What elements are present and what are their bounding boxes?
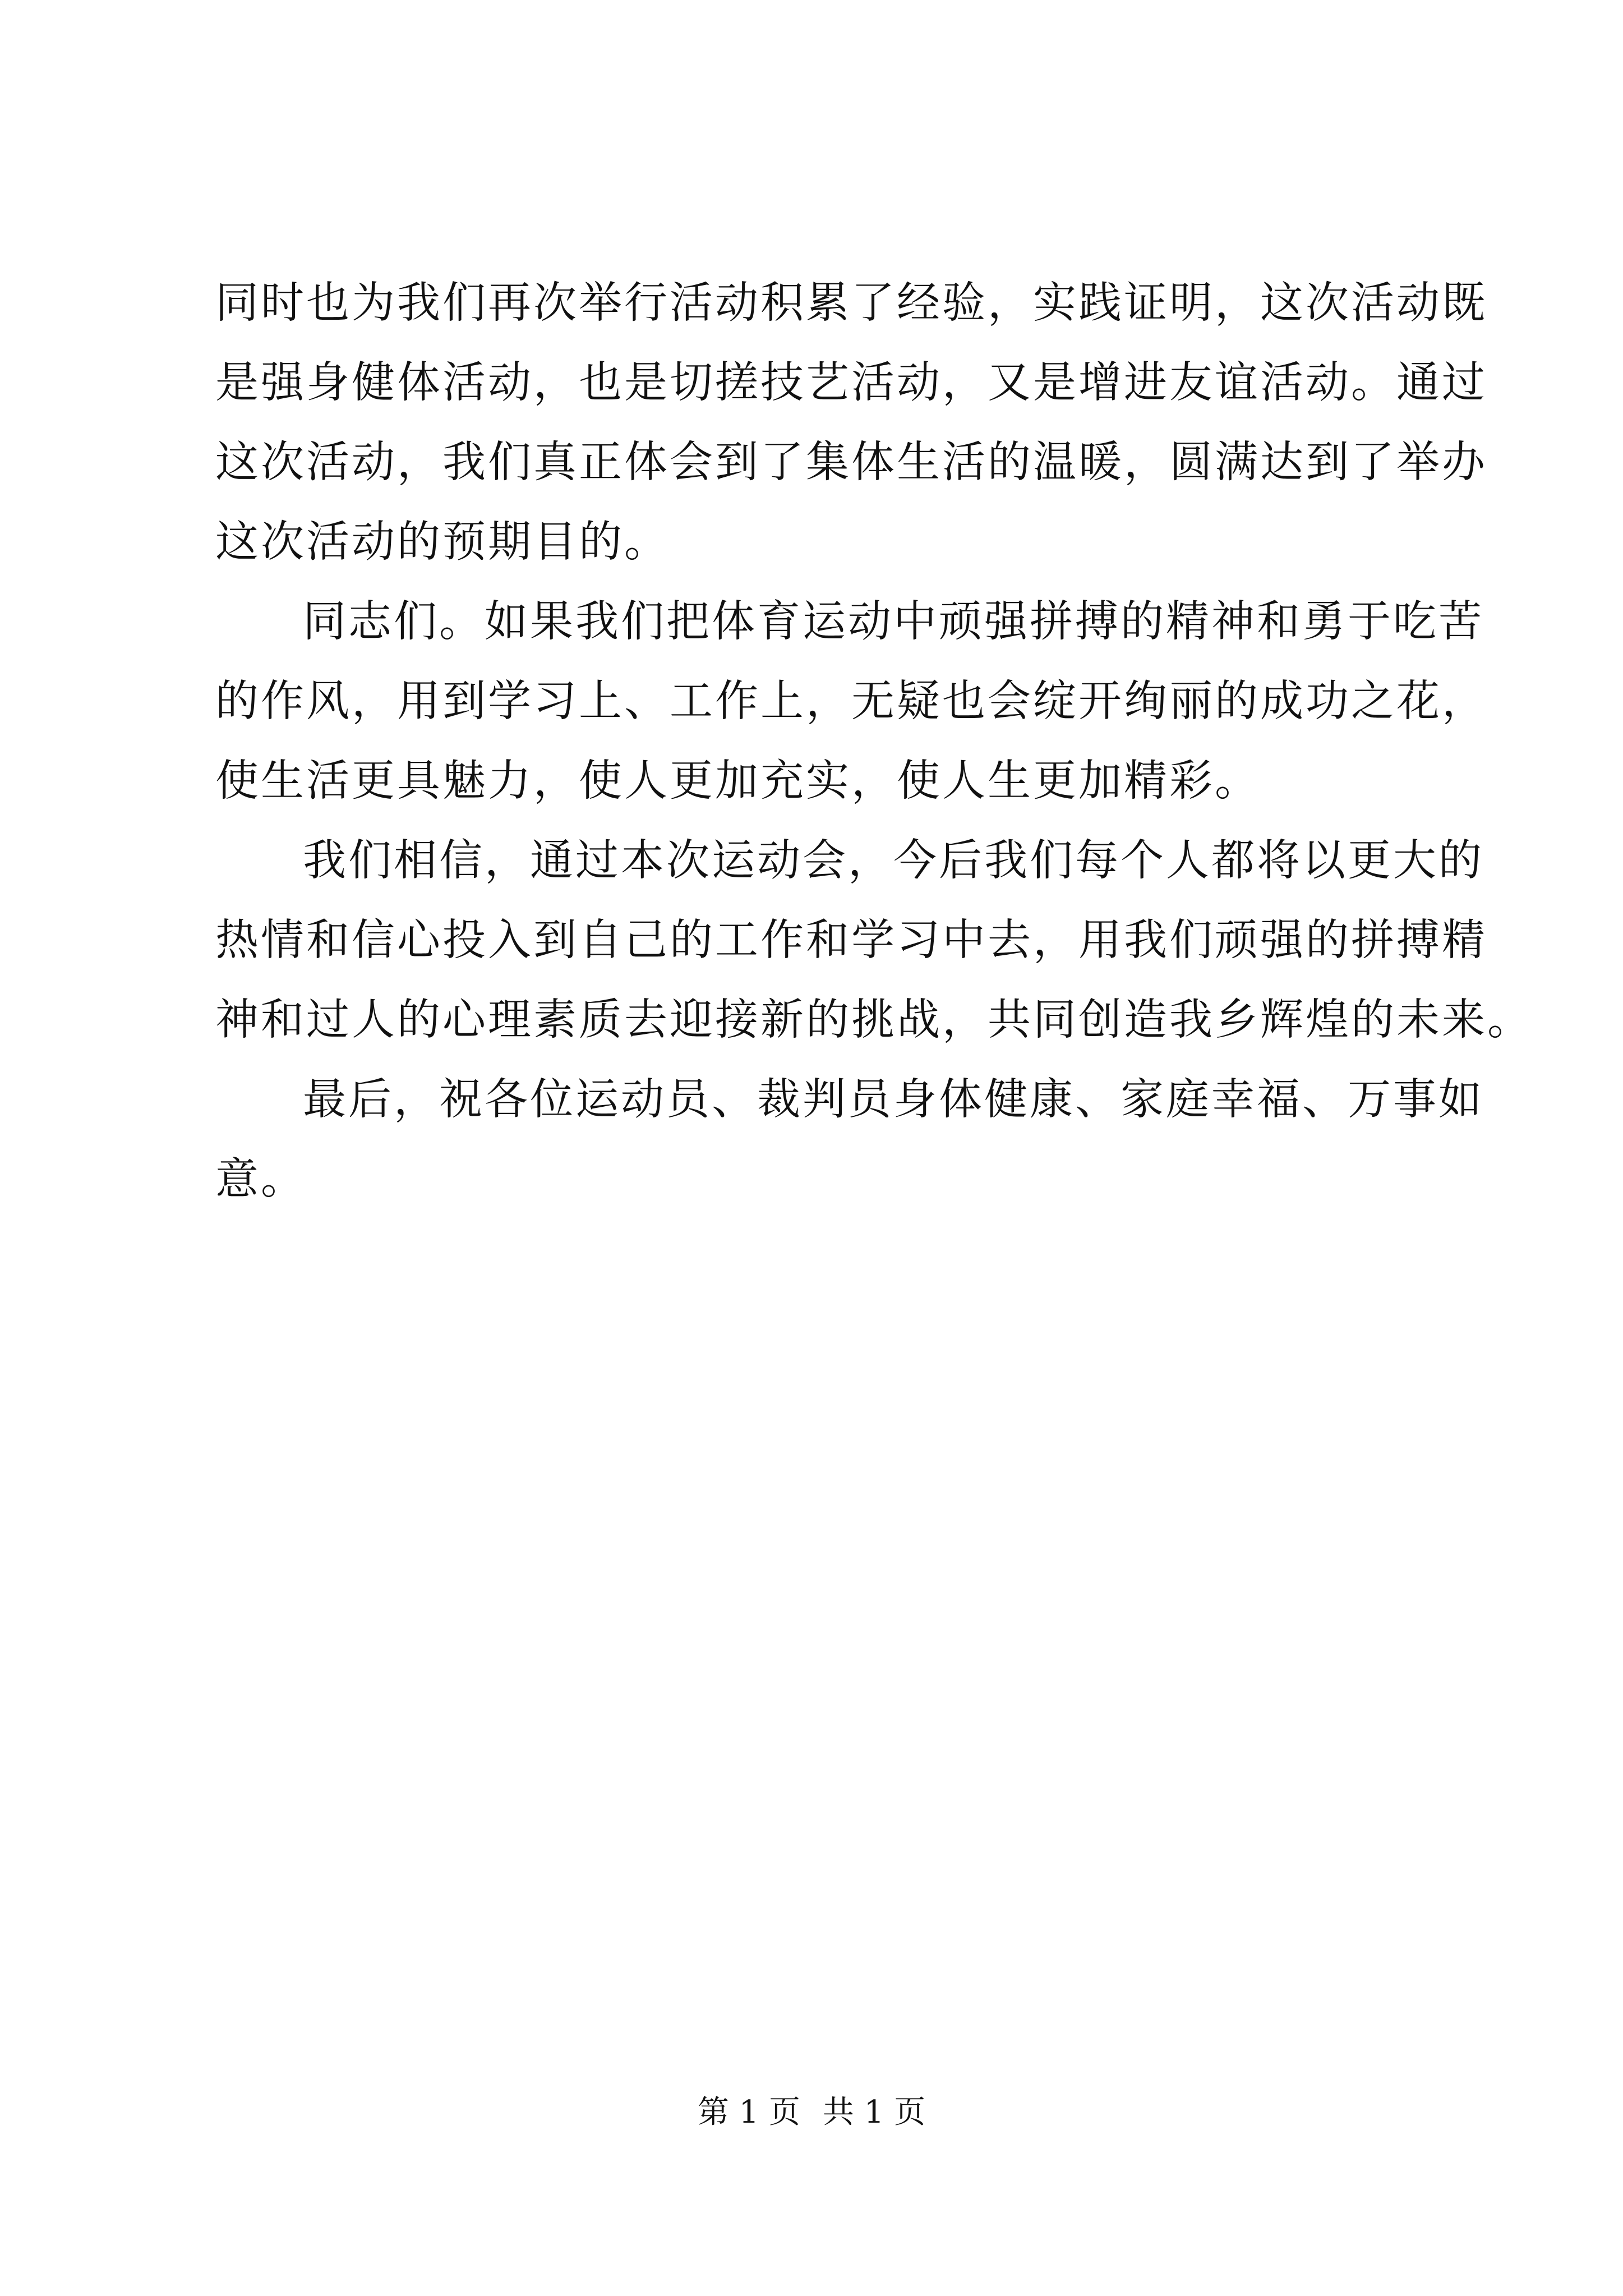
paragraph-1 bbox=[215, 264, 1487, 582]
page-count: 共 1 页 bbox=[823, 2094, 926, 2131]
page-number: 第 1 页 bbox=[697, 2094, 800, 2131]
text-line: 的作风，用到学习上、工作上，无疑也会绽开绚丽的成功之花， bbox=[215, 677, 1487, 726]
paragraph-4 bbox=[215, 1060, 1484, 1220]
text-line: 我们相信，通过本次运动会，今后我们每个人都将以更大的 bbox=[303, 836, 1484, 886]
text-line: 意。 bbox=[215, 1154, 306, 1204]
text-line: 这次活动，我们真正体会到了集体生活的温暖，圆满达到了举办 bbox=[215, 438, 1487, 487]
text-line: 使生活更具魅力，使人更加充实，使人生更加精彩。 bbox=[215, 756, 1260, 806]
paragraph-3 bbox=[215, 821, 1533, 1060]
text-line: 是强身健体活动，也是切搓技艺活动，又是增进友谊活动。通过 bbox=[215, 358, 1487, 408]
text-line: 同志们。如果我们把体育运动中顽强拼搏的精神和勇于吃苦 bbox=[303, 597, 1484, 647]
page-footer bbox=[0, 2090, 1623, 2135]
document-body bbox=[215, 264, 1533, 1220]
text-line: 热情和信心投入到自己的工作和学习中去，用我们顽强的拼搏精 bbox=[215, 915, 1487, 965]
paragraph-2 bbox=[215, 582, 1487, 821]
text-line: 这次活动的预期目的。 bbox=[215, 517, 670, 567]
text-line: 最后，祝各位运动员、裁判员身体健康、家庭幸福、万事如 bbox=[303, 1075, 1484, 1125]
text-line: 同时也为我们再次举行活动积累了经验，实践证明，这次活动既 bbox=[215, 278, 1487, 328]
text-line: 神和过人的心理素质去迎接新的挑战，共同创造我乡辉煌的未来。 bbox=[215, 995, 1533, 1045]
